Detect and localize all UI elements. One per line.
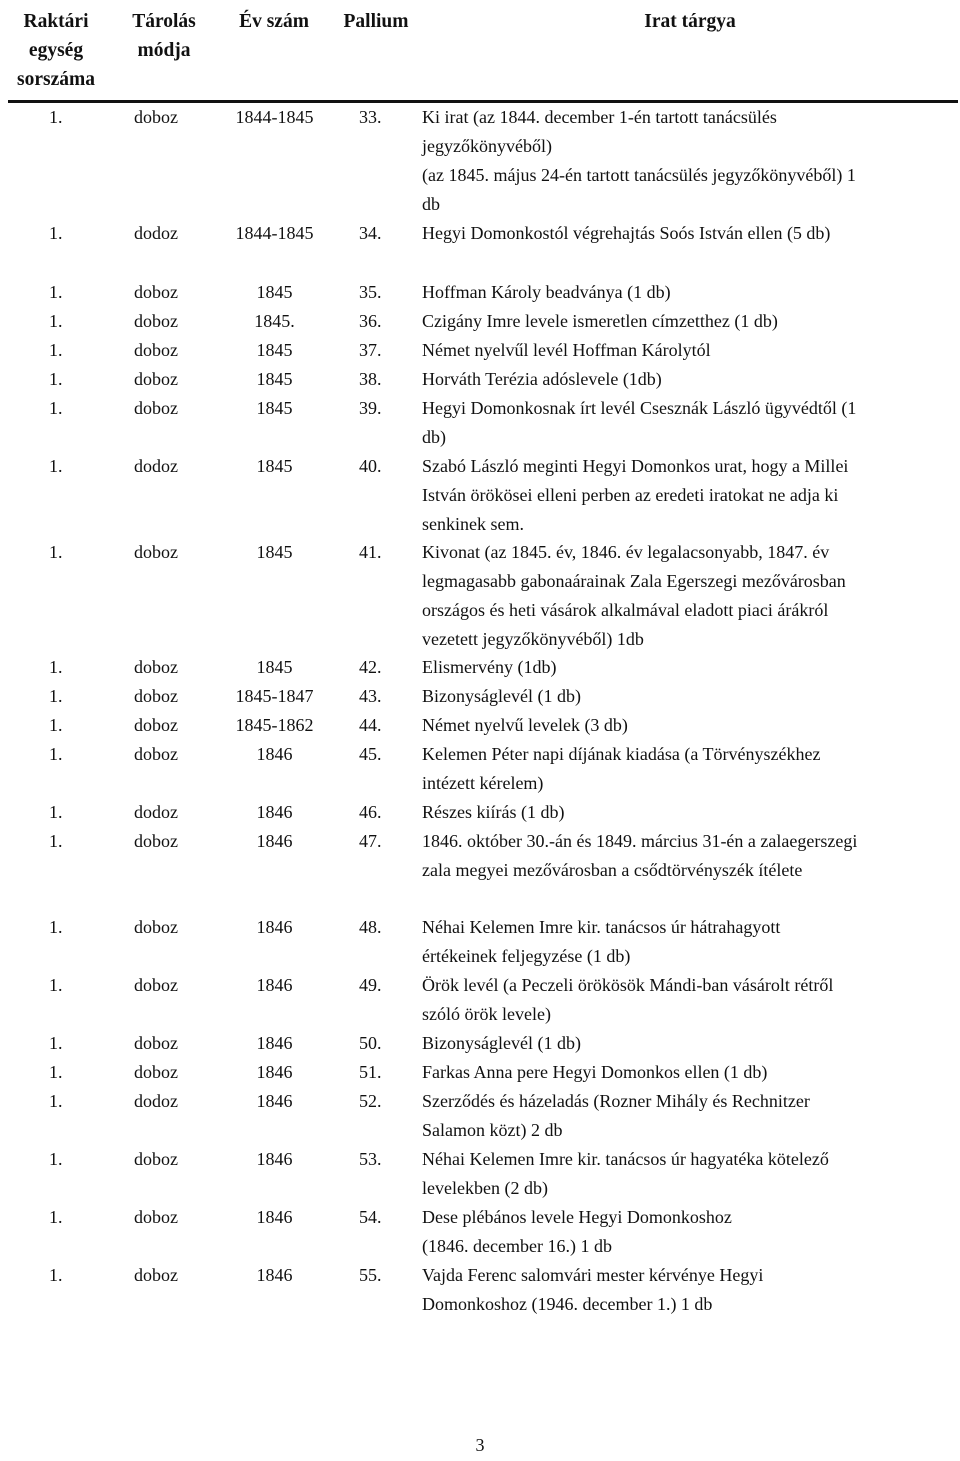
document-subject xyxy=(422,394,958,452)
subject-line: intézett kérelem) xyxy=(422,773,544,793)
document-subject xyxy=(422,740,958,798)
subject-line: Ki irat (az 1844. december 1-én tartott tanácsülés xyxy=(422,107,777,127)
document-subject xyxy=(422,653,958,682)
document-subject xyxy=(422,971,958,1029)
storage-method: doboz xyxy=(134,686,178,706)
storage-method: dodoz xyxy=(134,1091,178,1111)
subject-line: legmagasabb gabonaárainak Zala Egerszegi mezővárosban xyxy=(422,571,846,591)
document-subject xyxy=(422,1145,958,1203)
document-subject xyxy=(422,1029,958,1058)
storage-method: doboz xyxy=(134,282,178,302)
storage-unit-number: 1. xyxy=(49,398,63,418)
storage-method: doboz xyxy=(134,657,178,677)
pallium: 34. xyxy=(359,223,382,243)
storage-unit-number: 1. xyxy=(49,311,63,331)
year: 1846 xyxy=(256,1091,293,1111)
pallium: 55. xyxy=(359,1265,382,1285)
subject-line: Domonkoshoz (1946. december 1.) 1 db xyxy=(422,1294,713,1314)
storage-unit-number: 1. xyxy=(49,340,63,360)
document-subject xyxy=(422,307,958,336)
subject-line: Salamon közt) 2 db xyxy=(422,1120,563,1140)
year: 1845 xyxy=(256,340,293,360)
storage-unit-number: 1. xyxy=(49,686,63,706)
storage-method: dodoz xyxy=(134,456,178,476)
storage-unit-number: 1. xyxy=(49,802,63,822)
year: 1846 xyxy=(256,831,293,851)
storage-method: doboz xyxy=(134,1265,178,1285)
subject-line: senkinek sem. xyxy=(422,514,524,534)
pallium: 38. xyxy=(359,369,382,389)
pallium: 40. xyxy=(359,456,382,476)
storage-method: doboz xyxy=(134,975,178,995)
subject-line: 1846. október 30.-án és 1849. március 31-én a zalaegerszegi xyxy=(422,831,858,851)
year: 1846 xyxy=(256,1149,293,1169)
table-header xyxy=(0,0,960,100)
storage-unit-number: 1. xyxy=(49,917,63,937)
storage-unit-number: 1. xyxy=(49,1033,63,1053)
storage-unit-number: 1. xyxy=(49,456,63,476)
subject-line: Horváth Terézia adóslevele (1db) xyxy=(422,369,662,389)
subject-line: Bizonyságlevél (1 db) xyxy=(422,686,581,706)
subject-line: Czigány Imre levele ismeretlen címzetthez (1 db) xyxy=(422,311,778,331)
subject-line: Hoffman Károly beadványa (1 db) xyxy=(422,282,671,302)
storage-method: doboz xyxy=(134,1033,178,1053)
subject-line: Kivonat (az 1845. év, 1846. év legalacsonyabb, 1847. év xyxy=(422,542,830,562)
subject-line: Szabó László meginti Hegyi Domonkos urat, hogy a Millei xyxy=(422,456,849,476)
pallium: 53. xyxy=(359,1149,382,1169)
storage-method: doboz xyxy=(134,107,178,127)
storage-unit-number: 1. xyxy=(49,1149,63,1169)
pallium: 33. xyxy=(359,107,382,127)
storage-method: doboz xyxy=(134,398,178,418)
document-subject xyxy=(422,827,958,885)
subject-line: Német nyelvű levelek (3 db) xyxy=(422,715,628,735)
document-subject xyxy=(422,682,958,711)
pallium: 39. xyxy=(359,398,382,418)
subject-line: Bizonyságlevél (1 db) xyxy=(422,1033,581,1053)
pallium: 36. xyxy=(359,311,382,331)
year: 1846 xyxy=(256,744,293,764)
document-subject xyxy=(422,1261,958,1319)
storage-method: doboz xyxy=(134,744,178,764)
document-subject xyxy=(422,798,958,827)
storage-unit-number: 1. xyxy=(49,107,63,127)
storage-method: doboz xyxy=(134,1149,178,1169)
storage-method: doboz xyxy=(134,542,178,562)
year: 1846 xyxy=(256,1033,293,1053)
header-text: módja xyxy=(137,40,191,61)
subject-line: Dese plébános levele Hegyi Domonkoshoz xyxy=(422,1207,732,1227)
year: 1845 xyxy=(256,456,293,476)
storage-method: doboz xyxy=(134,831,178,851)
pallium: 46. xyxy=(359,802,382,822)
storage-method: doboz xyxy=(134,715,178,735)
subject-line: országos és heti vásárok alkalmával eladott piaci árákról xyxy=(422,600,829,620)
document-subject xyxy=(422,913,958,971)
pallium: 41. xyxy=(359,542,382,562)
document-subject xyxy=(422,1087,958,1145)
year: 1844-1845 xyxy=(235,223,314,243)
subject-line: jegyzőkönyvéből) xyxy=(422,136,552,156)
page-number: 3 xyxy=(475,1435,485,1455)
year: 1845 xyxy=(256,369,293,389)
storage-unit-number: 1. xyxy=(49,282,63,302)
year: 1846 xyxy=(256,1207,293,1227)
subject-line: Hegyi Domonkosnak írt levél Csesznák László ügyvédtől (1 xyxy=(422,398,857,418)
document-subject xyxy=(422,538,958,654)
year: 1846 xyxy=(256,917,293,937)
storage-method: doboz xyxy=(134,340,178,360)
year: 1845-1847 xyxy=(235,686,314,706)
subject-line: Néhai Kelemen Imre kir. tanácsos úr hagyatéka kötelező xyxy=(422,1149,829,1169)
storage-unit-number: 1. xyxy=(49,223,63,243)
document-subject xyxy=(422,219,958,248)
year: 1846 xyxy=(256,1062,293,1082)
storage-method: doboz xyxy=(134,1207,178,1227)
storage-method: doboz xyxy=(134,311,178,331)
subject-line: Örök levél (a Peczeli örökösök Mándi-ban vásárolt rétről xyxy=(422,975,834,995)
year: 1845. xyxy=(254,311,295,331)
subject-line: levelekben (2 db) xyxy=(422,1178,548,1198)
pallium: 51. xyxy=(359,1062,382,1082)
storage-unit-number: 1. xyxy=(49,657,63,677)
header-storage-unit-number xyxy=(0,7,112,94)
year: 1845 xyxy=(256,542,293,562)
document-subject xyxy=(422,711,958,740)
year: 1845 xyxy=(256,282,293,302)
storage-method: dodoz xyxy=(134,223,178,243)
subject-line: Német nyelvűl levél Hoffman Károlytól xyxy=(422,340,711,360)
subject-line: Néhai Kelemen Imre kir. tanácsos úr hátrahagyott xyxy=(422,917,781,937)
header-text: Raktári xyxy=(23,11,89,32)
year: 1845-1862 xyxy=(235,715,314,735)
pallium: 48. xyxy=(359,917,382,937)
document-subject xyxy=(422,1203,958,1261)
pallium: 54. xyxy=(359,1207,382,1227)
year: 1845 xyxy=(256,398,293,418)
subject-line: db xyxy=(422,194,440,214)
subject-line: Elismervény (1db) xyxy=(422,657,557,677)
subject-line: István örökösei elleni perben az eredeti iratokat ne adja ki xyxy=(422,485,839,505)
storage-unit-number: 1. xyxy=(49,1091,63,1111)
subject-line: Szerződés és házeladás (Rozner Mihály és Rechnitzer xyxy=(422,1091,810,1111)
header-subject: Irat tárgya xyxy=(644,11,736,32)
pallium: 42. xyxy=(359,657,382,677)
subject-line: Részes kiírás (1 db) xyxy=(422,802,565,822)
header-pallium: Pallium xyxy=(343,11,409,32)
storage-unit-number: 1. xyxy=(49,1062,63,1082)
subject-line: (az 1845. május 24-én tartott tanácsülés jegyzőkönyvéből) 1 xyxy=(422,165,856,185)
subject-line: (1846. december 16.) 1 db xyxy=(422,1236,612,1256)
pallium: 52. xyxy=(359,1091,382,1111)
document-subject xyxy=(422,278,958,307)
document-subject xyxy=(422,365,958,394)
year: 1846 xyxy=(256,1265,293,1285)
storage-unit-number: 1. xyxy=(49,715,63,735)
subject-line: Vajda Ferenc salomvári mester kérvénye Hegyi xyxy=(422,1265,764,1285)
year: 1846 xyxy=(256,802,293,822)
pallium: 43. xyxy=(359,686,382,706)
header-text: egység xyxy=(28,40,84,61)
document-subject xyxy=(422,336,958,365)
pallium: 37. xyxy=(359,340,382,360)
document-subject xyxy=(422,103,958,219)
subject-line: Farkas Anna pere Hegyi Domonkos ellen (1 db) xyxy=(422,1062,768,1082)
year: 1844-1845 xyxy=(235,107,314,127)
subject-line: szóló örök levele) xyxy=(422,1004,551,1024)
subject-line: értékeinek feljegyzése (1 db) xyxy=(422,946,631,966)
pallium: 44. xyxy=(359,715,382,735)
year: 1845 xyxy=(256,657,293,677)
pallium: 50. xyxy=(359,1033,382,1053)
subject-line: Hegyi Domonkostól végrehajtás Soós István ellen (5 db) xyxy=(422,223,831,243)
header-storage-method xyxy=(114,7,214,65)
pallium: 45. xyxy=(359,744,382,764)
storage-unit-number: 1. xyxy=(49,369,63,389)
storage-unit-number: 1. xyxy=(49,744,63,764)
storage-unit-number: 1. xyxy=(49,975,63,995)
storage-unit-number: 1. xyxy=(49,1265,63,1285)
year: 1846 xyxy=(256,975,293,995)
subject-line: vezetett jegyzőkönyvéből) 1db xyxy=(422,629,644,649)
subject-line: zala megyei mezővárosban a csődtörvényszék ítélete xyxy=(422,860,803,880)
document-subject xyxy=(422,1058,958,1087)
pallium: 47. xyxy=(359,831,382,851)
storage-unit-number: 1. xyxy=(49,542,63,562)
document-subject xyxy=(422,452,958,539)
subject-line: db) xyxy=(422,427,446,447)
storage-method: doboz xyxy=(134,917,178,937)
subject-line: Kelemen Péter napi díjának kiadása (a Törvényszékhez xyxy=(422,744,821,764)
header-text: Tárolás xyxy=(132,11,196,32)
storage-unit-number: 1. xyxy=(49,1207,63,1227)
storage-method: doboz xyxy=(134,1062,178,1082)
storage-method: doboz xyxy=(134,369,178,389)
pallium: 35. xyxy=(359,282,382,302)
pallium: 49. xyxy=(359,975,382,995)
header-year: Év szám xyxy=(239,11,309,32)
storage-method: dodoz xyxy=(134,802,178,822)
storage-unit-number: 1. xyxy=(49,831,63,851)
header-text: sorszáma xyxy=(17,69,95,90)
